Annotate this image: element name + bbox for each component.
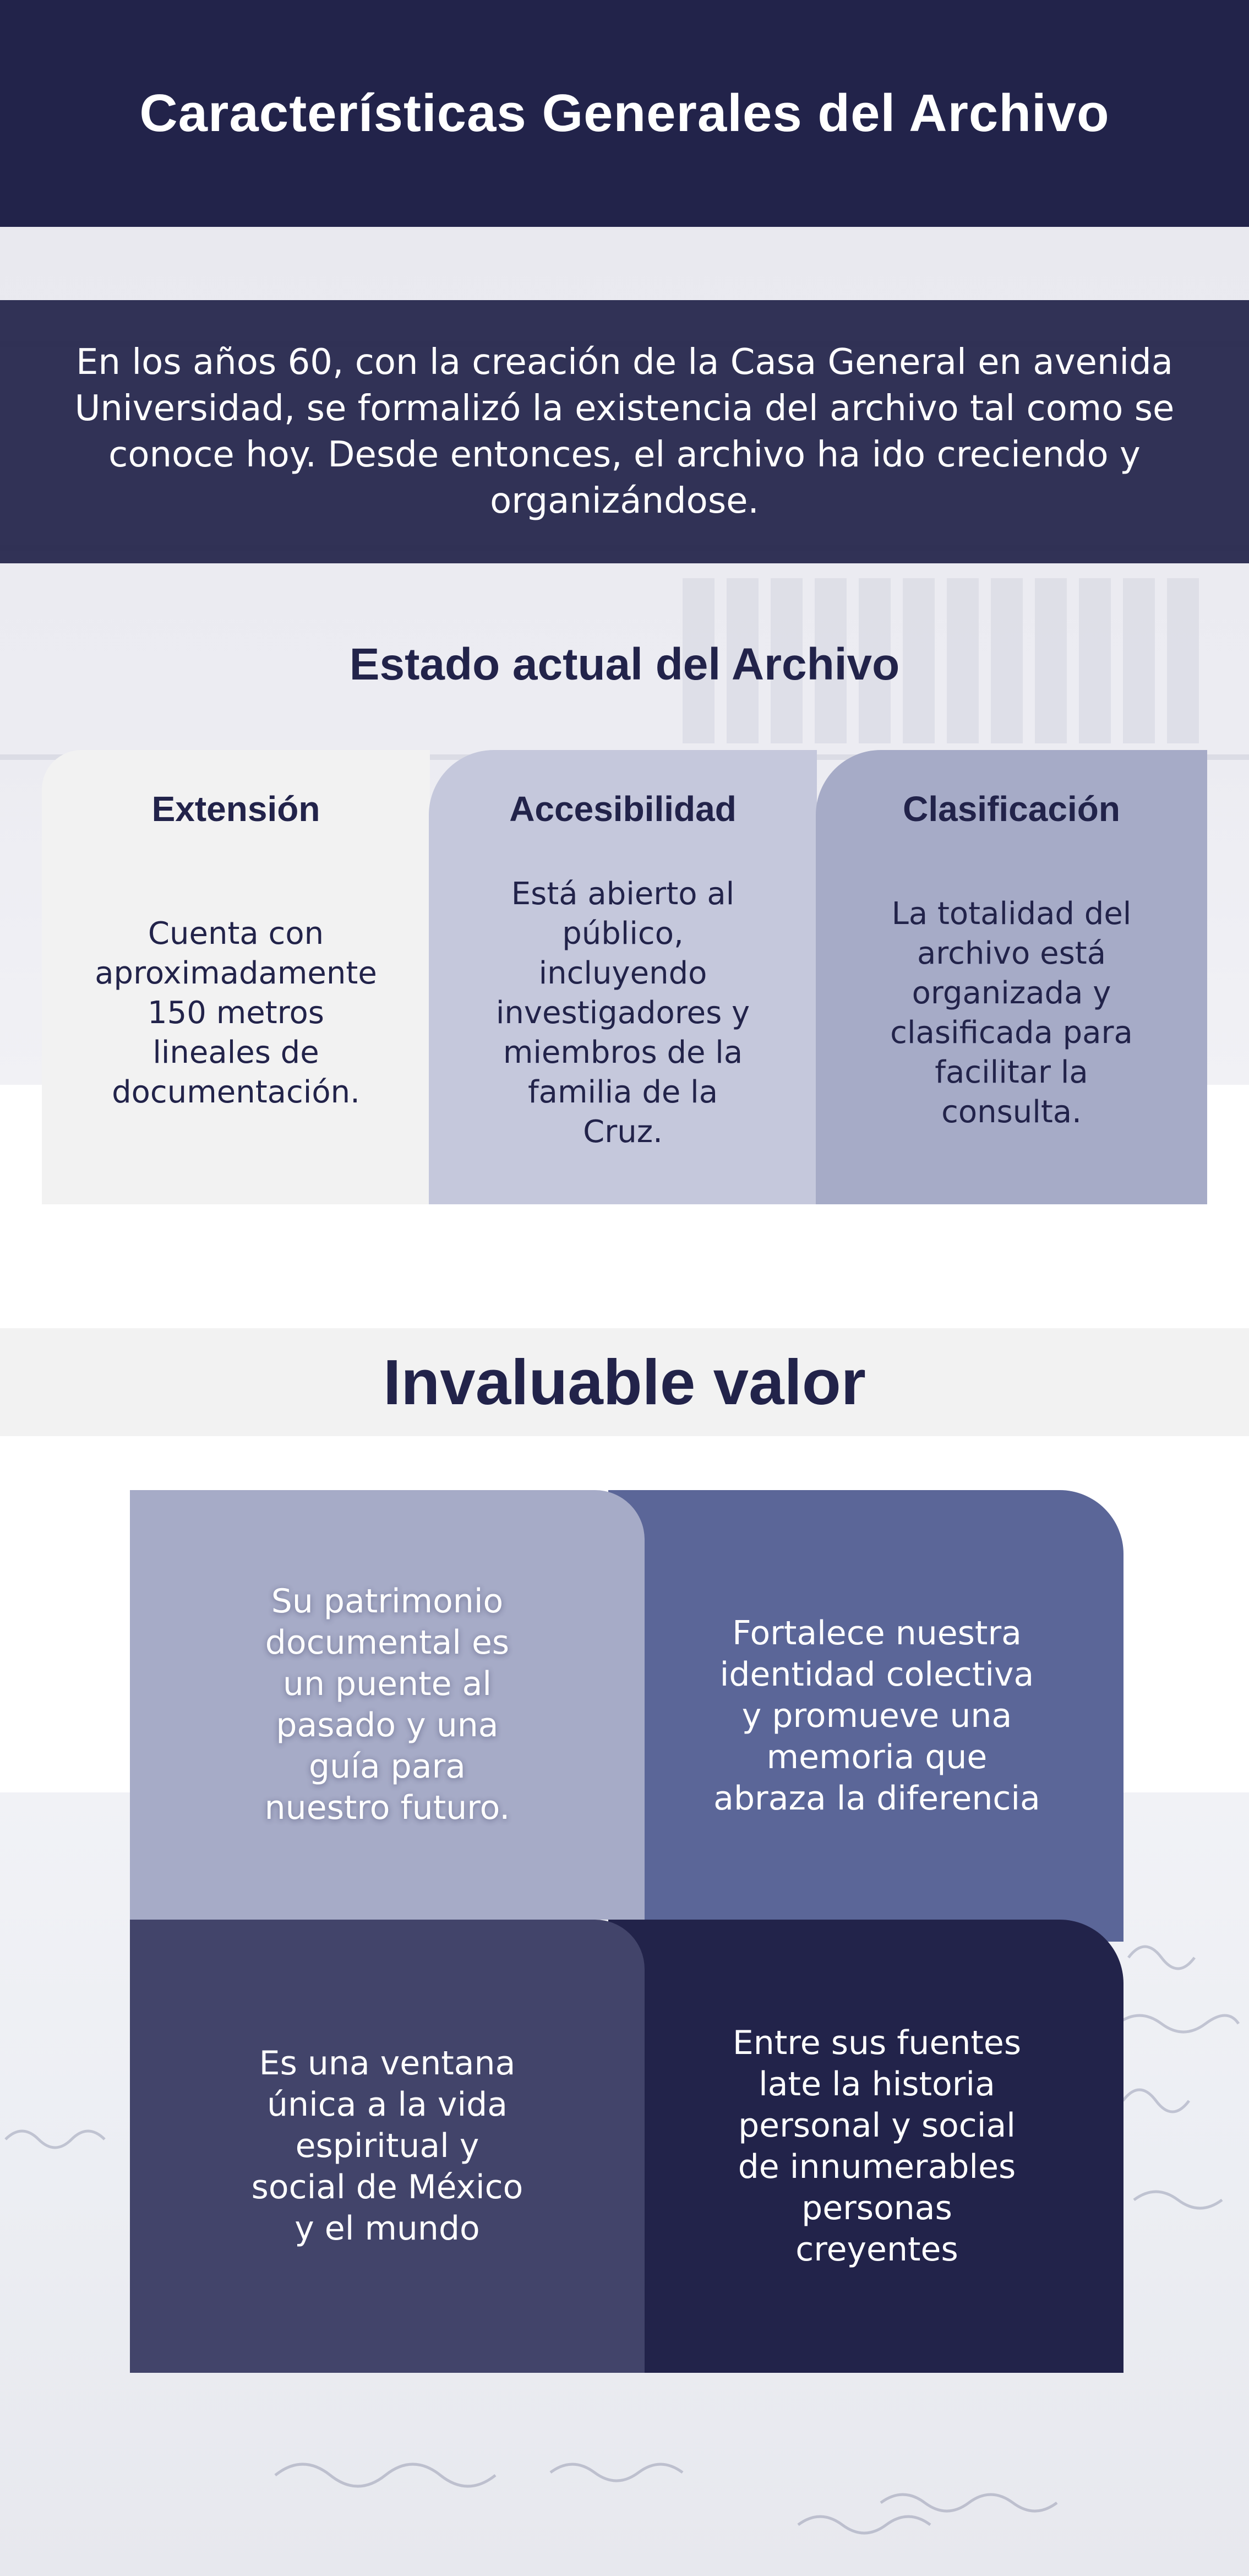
intro-band	[0, 300, 1249, 563]
card-body: La totalidad del archivo está organizada y clasificada para facilitar la consulta.	[890, 895, 1133, 1130]
valor-tile-identidad: Fortalece nuestra identidad colectiva y promueve una memoria que abraza la diferencia	[608, 1490, 1123, 1942]
card-body: Cuenta con aproximadamente 150 metros lineales de documentación.	[95, 915, 377, 1110]
card-accesibilidad	[429, 750, 817, 1204]
page-header	[0, 0, 1249, 227]
valor-tile-ventana: Es una ventana única a la vida espiritual y social de México y el mundo	[130, 1920, 645, 2373]
card-body: Está abierto al público, incluyendo investigadores y miembros de la familia de la Cruz.	[495, 876, 750, 1150]
card-title: Extensión	[151, 789, 320, 829]
card-title: Clasificación	[903, 789, 1120, 829]
card-clasificacion	[816, 750, 1207, 1204]
estado-section-title: Estado actual del Archivo	[349, 639, 900, 689]
card-title: Accesibilidad	[509, 789, 737, 829]
valor-tile-fuentes: Entre sus fuentes late la historia personal y social de innumerables personas creyentes	[608, 1920, 1123, 2373]
valor-tile-patrimonio: Su patrimonio documental es un puente al pasado y una guía para nuestro futuro.	[130, 1490, 645, 1920]
page-title: Características Generales del Archivo	[139, 84, 1110, 143]
valor-section-band	[0, 1328, 1249, 1436]
card-extension	[42, 750, 430, 1204]
valor-section-title: Invaluable valor	[383, 1346, 866, 1418]
intro-text: En los años 60, con la creación de la Casa General en avenida Universidad, se formalizó la existencia del archivo tal como se conoce hoy. Desde entonces, el archivo ha ido creciendo y organizándose.	[74, 342, 1175, 521]
